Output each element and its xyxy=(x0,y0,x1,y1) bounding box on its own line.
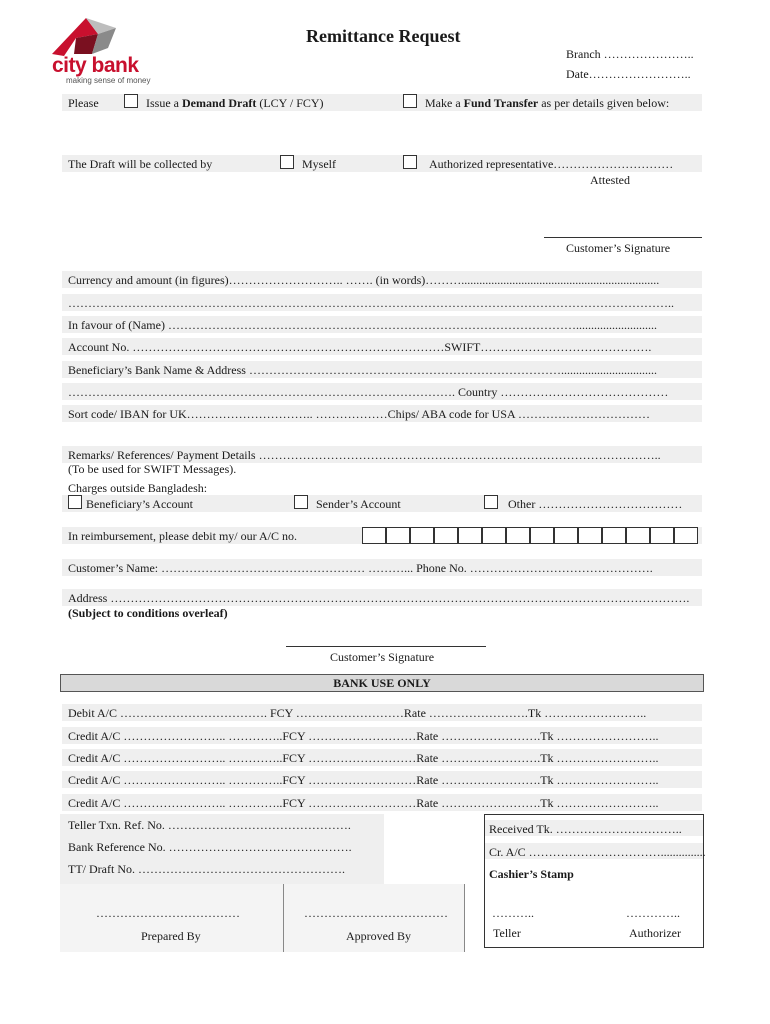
teller-txn-field[interactable]: Teller Txn. Ref. No. ………………………………………. xyxy=(68,818,351,832)
signature-line-2 xyxy=(286,646,486,647)
account-digit-cell[interactable] xyxy=(602,527,626,544)
myself-label: Myself xyxy=(302,157,336,171)
account-digit-cell[interactable] xyxy=(410,527,434,544)
sender-account-label: Sender’s Account xyxy=(316,497,401,511)
credit-ac-field[interactable]: Credit A/C …………………….. …………..FCY ………………………Rate …………………….Tk …………………….. xyxy=(68,773,659,787)
country-field[interactable]: ……………………………………………………………………………………. Country …………………………………… xyxy=(68,385,669,399)
fund-transfer-checkbox[interactable] xyxy=(403,94,417,108)
signature-line-1 xyxy=(544,237,702,238)
other-checkbox[interactable] xyxy=(484,495,498,509)
authorizer-dots: ………….. xyxy=(626,906,680,920)
subject-note: (Subject to conditions overleaf) xyxy=(68,606,228,620)
demand-draft-post: (LCY / FCY) xyxy=(256,96,324,110)
account-digit-cell[interactable] xyxy=(362,527,386,544)
credit-ac-field[interactable]: Credit A/C …………………….. …………..FCY ………………………Rate …………………….Tk …………………….. xyxy=(68,751,659,765)
customer-signature-label-2: Customer’s Signature xyxy=(330,650,435,664)
remarks-note: (To be used for SWIFT Messages). xyxy=(68,462,237,476)
prepared-by-label: Prepared By xyxy=(141,929,201,943)
reimbursement-label: In reimbursement, please debit my/ our A/C no. xyxy=(68,529,297,543)
logo-tagline: making sense of money xyxy=(66,76,151,85)
other-field[interactable]: Other ……………………………… xyxy=(508,497,683,511)
beneficiary-account-checkbox[interactable] xyxy=(68,495,82,509)
amount-words-continuation[interactable]: …………………………………………………………………………………………………………………………………….. xyxy=(68,296,674,310)
credit-ac-field[interactable]: Credit A/C …………………….. …………..FCY ………………………Rate …………………….Tk …………………….. xyxy=(68,729,659,743)
bank-reference-field[interactable]: Bank Reference No. ………………………………………. xyxy=(68,840,352,854)
attested-label: Attested xyxy=(590,173,630,187)
account-digit-cell[interactable] xyxy=(554,527,578,544)
customer-signature-label-1: Customer’s Signature xyxy=(566,241,671,255)
authorized-rep-field[interactable]: Authorized representative………………………… xyxy=(429,157,674,171)
branch-field[interactable]: Branch ………………….. xyxy=(566,47,694,61)
account-digit-cell[interactable] xyxy=(674,527,698,544)
credit-ac-field[interactable]: Credit A/C …………………….. …………..FCY ………………………Rate …………………….Tk …………………….. xyxy=(68,796,659,810)
sender-account-checkbox[interactable] xyxy=(294,495,308,509)
demand-draft-bold: Demand Draft xyxy=(182,96,257,110)
fund-transfer-post: as per details given below: xyxy=(538,96,670,110)
fund-transfer-bold: Fund Transfer xyxy=(463,96,539,110)
beneficiary-account-label: Beneficiary’s Account xyxy=(86,497,193,511)
account-swift-field[interactable]: Account No. ……………………………………………………………………SWIFT……………………………………. xyxy=(68,340,652,354)
account-digit-cell[interactable] xyxy=(434,527,458,544)
account-digit-cell[interactable] xyxy=(506,527,530,544)
remarks-field[interactable]: Remarks/ References/ Payment Details ……………………………………………………………………………………….. xyxy=(68,448,661,462)
customer-name-phone-field[interactable]: Customer’s Name: …………………………………………… ………... Phone No. ………………………………………. xyxy=(68,561,653,575)
approved-by-label: Approved By xyxy=(346,929,411,943)
account-digit-cell[interactable] xyxy=(650,527,674,544)
fund-transfer-pre: Make a xyxy=(425,96,464,110)
cr-ac-field[interactable]: Cr. A/C ……………………………............... xyxy=(489,845,706,859)
prepared-by-dots: ……………………………… xyxy=(96,906,240,920)
received-tk-field[interactable]: Received Tk. ………………………….. xyxy=(489,822,682,836)
address-field[interactable]: Address ………………………………………………………………………………………………………………………………. xyxy=(68,591,690,605)
city-bank-logo xyxy=(44,14,174,84)
signature-divider-2 xyxy=(464,884,465,952)
currency-amount-field[interactable]: Currency and amount (in figures)……………………….. ……. (in words)……….................................................................. xyxy=(68,273,660,287)
account-digit-cell[interactable] xyxy=(578,527,602,544)
collected-by-label: The Draft will be collected by xyxy=(68,157,213,171)
page-title: Remittance Request xyxy=(306,26,461,46)
demand-draft-label xyxy=(146,96,324,110)
fund-transfer-label xyxy=(425,96,669,110)
account-digit-cell[interactable] xyxy=(530,527,554,544)
bank-use-only-header: BANK USE ONLY xyxy=(60,674,704,692)
charges-label: Charges outside Bangladesh: xyxy=(68,481,208,495)
in-favour-of-field[interactable]: In favour of (Name) …………………………………………………………………………………………........................... xyxy=(68,318,657,332)
demand-draft-pre: Issue a xyxy=(146,96,182,110)
account-digit-cell[interactable] xyxy=(482,527,506,544)
authorizer-label: Authorizer xyxy=(629,926,681,940)
account-digit-cell[interactable] xyxy=(626,527,650,544)
demand-draft-checkbox[interactable] xyxy=(124,94,138,108)
myself-checkbox[interactable] xyxy=(280,155,294,169)
sort-code-field[interactable]: Sort code/ IBAN for UK………………………….. ………………Chips/ ABA code for USA …………………………… xyxy=(68,407,650,421)
account-digit-cell[interactable] xyxy=(386,527,410,544)
logo-brand-text: city bank xyxy=(52,54,139,77)
beneficiary-bank-field[interactable]: Beneficiary’s Bank Name & Address ……………………………………………………………………................................ xyxy=(68,363,657,377)
approved-by-dots: ……………………………… xyxy=(304,906,448,920)
please-label: Please xyxy=(68,96,99,110)
tt-draft-field[interactable]: TT/ Draft No. ……………………………………………. xyxy=(68,862,345,876)
cashiers-stamp-label: Cashier’s Stamp xyxy=(489,867,574,881)
teller-label: Teller xyxy=(493,926,521,940)
logo-mark-icon xyxy=(46,14,126,58)
account-digit-cell[interactable] xyxy=(458,527,482,544)
date-field[interactable]: Date…………………….. xyxy=(566,67,691,81)
teller-dots: ……….. xyxy=(492,906,534,920)
signature-divider-1 xyxy=(283,884,284,952)
authorized-rep-checkbox[interactable] xyxy=(403,155,417,169)
debit-ac-field[interactable]: Debit A/C ………………………………. FCY ………………………Rate …………………….Tk …………………….. xyxy=(68,706,647,720)
